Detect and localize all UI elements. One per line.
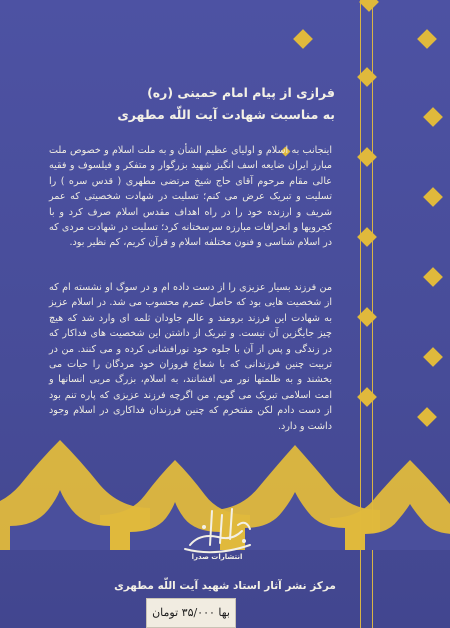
publisher-name: مرکز نشر آثار استاد شهید آیت اللّه مطهری: [114, 580, 336, 592]
diamond-ornament: [423, 347, 443, 367]
price-sticker: بها ۳۵/۰۰۰ تومان: [146, 598, 236, 628]
publisher-logo: [170, 505, 265, 560]
diamond-ornament: [293, 29, 313, 49]
heading-line-1: فرازی از پیام امام خمینی (ره): [147, 85, 335, 100]
diamond-ornament: [423, 107, 443, 127]
diamond-ornament: [417, 29, 437, 49]
logo-subtitle: انتشارات صدرا: [191, 553, 243, 561]
diamond-ornament: [423, 187, 443, 207]
paragraph-2: من فرزند بسیار عزیزی را از دست داده ام و در سوگ او نشسته ام که از شخصیت هایی بود که حاصل عمرم محسوب می شد. در اسلام عزیز به شهادت این فرزند برومند و عالم جاودان ثلمه ای وارد شد که هیچ چیز جایگزین آن نیست. و تبریک از داشتن این شخصیت های فداکار که در زندگی و پس از آن با جلوه خود نورافشانی کرده و می کنند. من در تربیت چنین فرزندانی که با شعاع فروزان خود مردگان را حیات می بخشند و به ظلمتها نور می افشانند، به اسلام، بزرگ مربی انسانها و امت اسلامی تبریک می گویم. من اگرچه فرزند عزیزی که پاره تنم بود از دست دادم لکن مفتخرم که چنین فرزندان فداکاری در اسلام وجود داشت و دارد.: [49, 282, 332, 432]
paragraph-1: اینجانب به اسلام و اولیای عظیم الشأن و به ملت اسلام و خصوص ملت مبارز ایران ضایعه اسف انگیز شهید بزرگوار و متفکر و فیلسوف و فقیه عالی مقام مرحوم آقای حاج شیخ مرتضی مطهری ( قدس سره ) را تسلیت و تبریک عرض می کنم؛ تسلیت در شهادت شخصیتی که عمر شریف و ارزنده خود را در راه اهداف مقدس اسلام صرف کرد و با کجرویها و انحرافات مبارزه سرسختانه کرد؛ تسلیت در شهادت مردی که در اسلام شناسی و فنون مختلفه اسلام و قرآن کریم، کم نظیر بود.: [49, 145, 332, 249]
diamond-ornament: [423, 267, 443, 287]
diamond-ornament: [417, 407, 437, 427]
diamond-ornament: [359, 0, 379, 12]
heading-line-2: به مناسبت شهادت آیت اللّه مطهری: [117, 107, 335, 122]
